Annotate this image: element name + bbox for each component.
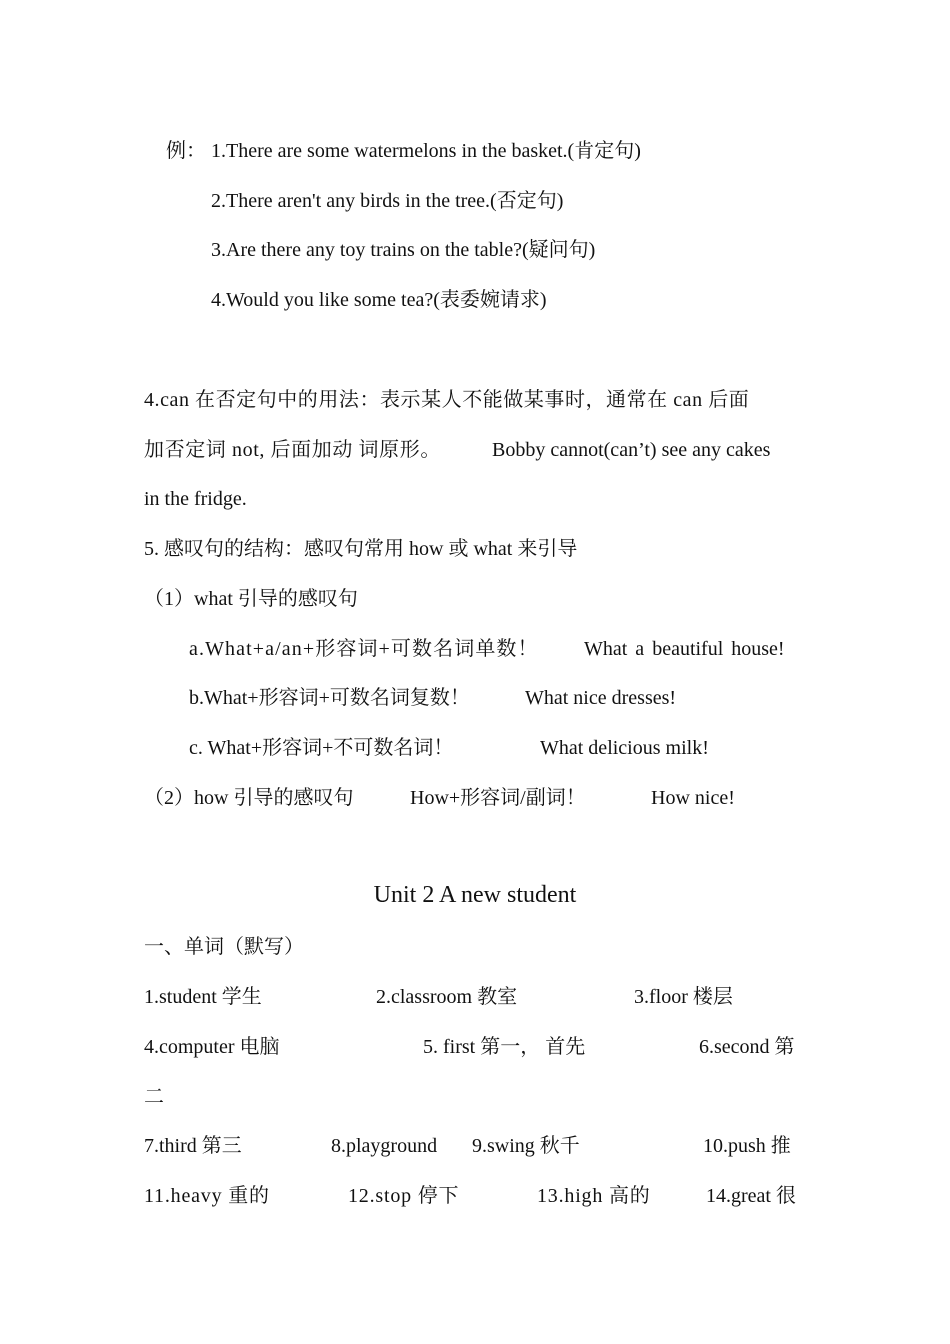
what-rule-a-example: What a beautiful house! [584, 638, 785, 660]
vocab-item: 3.floor 楼层 [634, 986, 733, 1008]
what-exclamation-heading: （1）what 引导的感叹句 [144, 588, 358, 610]
how-exclamation-heading: （2）how 引导的感叹句 [144, 787, 354, 809]
vocab-item: 5. first 第一， 首先 [423, 1036, 586, 1058]
exclamation-heading: 5. 感叹句的结构：感叹句常用 how 或 what 来引导 [144, 538, 578, 560]
vocab-item: 10.push 推 [703, 1135, 791, 1157]
what-rule-b-pattern: b.What+形容词+可数名词复数！ [189, 687, 470, 709]
vocab-item: 9.swing 秋千 [472, 1135, 580, 1157]
example-sentence-1: 1.There are some watermelons in the basket.(肯定句) [211, 140, 641, 162]
example-sentence-4: 4.Would you like some tea?(表委婉请求) [211, 289, 547, 311]
can-rule-line-2b: Bobby cannot(can’t) see any cakes [492, 439, 771, 461]
vocab-item: 2.classroom 教室 [376, 986, 518, 1008]
vocab-item: 8.playground [331, 1135, 438, 1157]
vocab-item: 11.heavy 重的 [144, 1185, 270, 1207]
what-rule-b-example: What nice dresses! [525, 687, 677, 709]
how-example: How nice! [651, 787, 735, 809]
can-rule-line-2a: 加否定词 not, 后面加动 词原形。 [144, 439, 441, 461]
how-pattern: How+形容词/副词！ [410, 787, 586, 809]
vocab-item: 12.stop 停下 [348, 1185, 460, 1207]
vocab-item: 4.computer 电脑 [144, 1036, 280, 1058]
example-sentence-3: 3.Are there any toy trains on the table?(疑问句) [211, 239, 596, 261]
can-rule-line-1: 4.can 在否定句中的用法：表示某人不能做某事时，通常在 can 后面 [144, 389, 750, 411]
vocab-item-continuation: 二 [144, 1086, 164, 1108]
example-prefix: 例： [166, 140, 206, 162]
what-rule-c-example: What delicious milk! [540, 737, 709, 759]
vocab-item: 13.high 高的 [537, 1185, 651, 1207]
vocab-item: 6.second 第 [699, 1036, 795, 1058]
vocab-item: 1.student 学生 [144, 986, 262, 1008]
vocab-item: 14.great 很 [706, 1185, 796, 1207]
vocabulary-section-heading: 一、单词（默写） [144, 936, 304, 958]
example-sentence-2: 2.There aren't any birds in the tree.(否定句) [211, 190, 564, 212]
can-rule-line-3: in the fridge. [144, 488, 247, 510]
vocab-item: 7.third 第三 [144, 1135, 242, 1157]
what-rule-a-pattern: a.What+a/an+形容词+可数名词单数！ [189, 638, 539, 660]
unit-title: Unit 2 A new student [373, 882, 577, 908]
what-rule-c-pattern: c. What+形容词+不可数名词！ [189, 737, 454, 759]
